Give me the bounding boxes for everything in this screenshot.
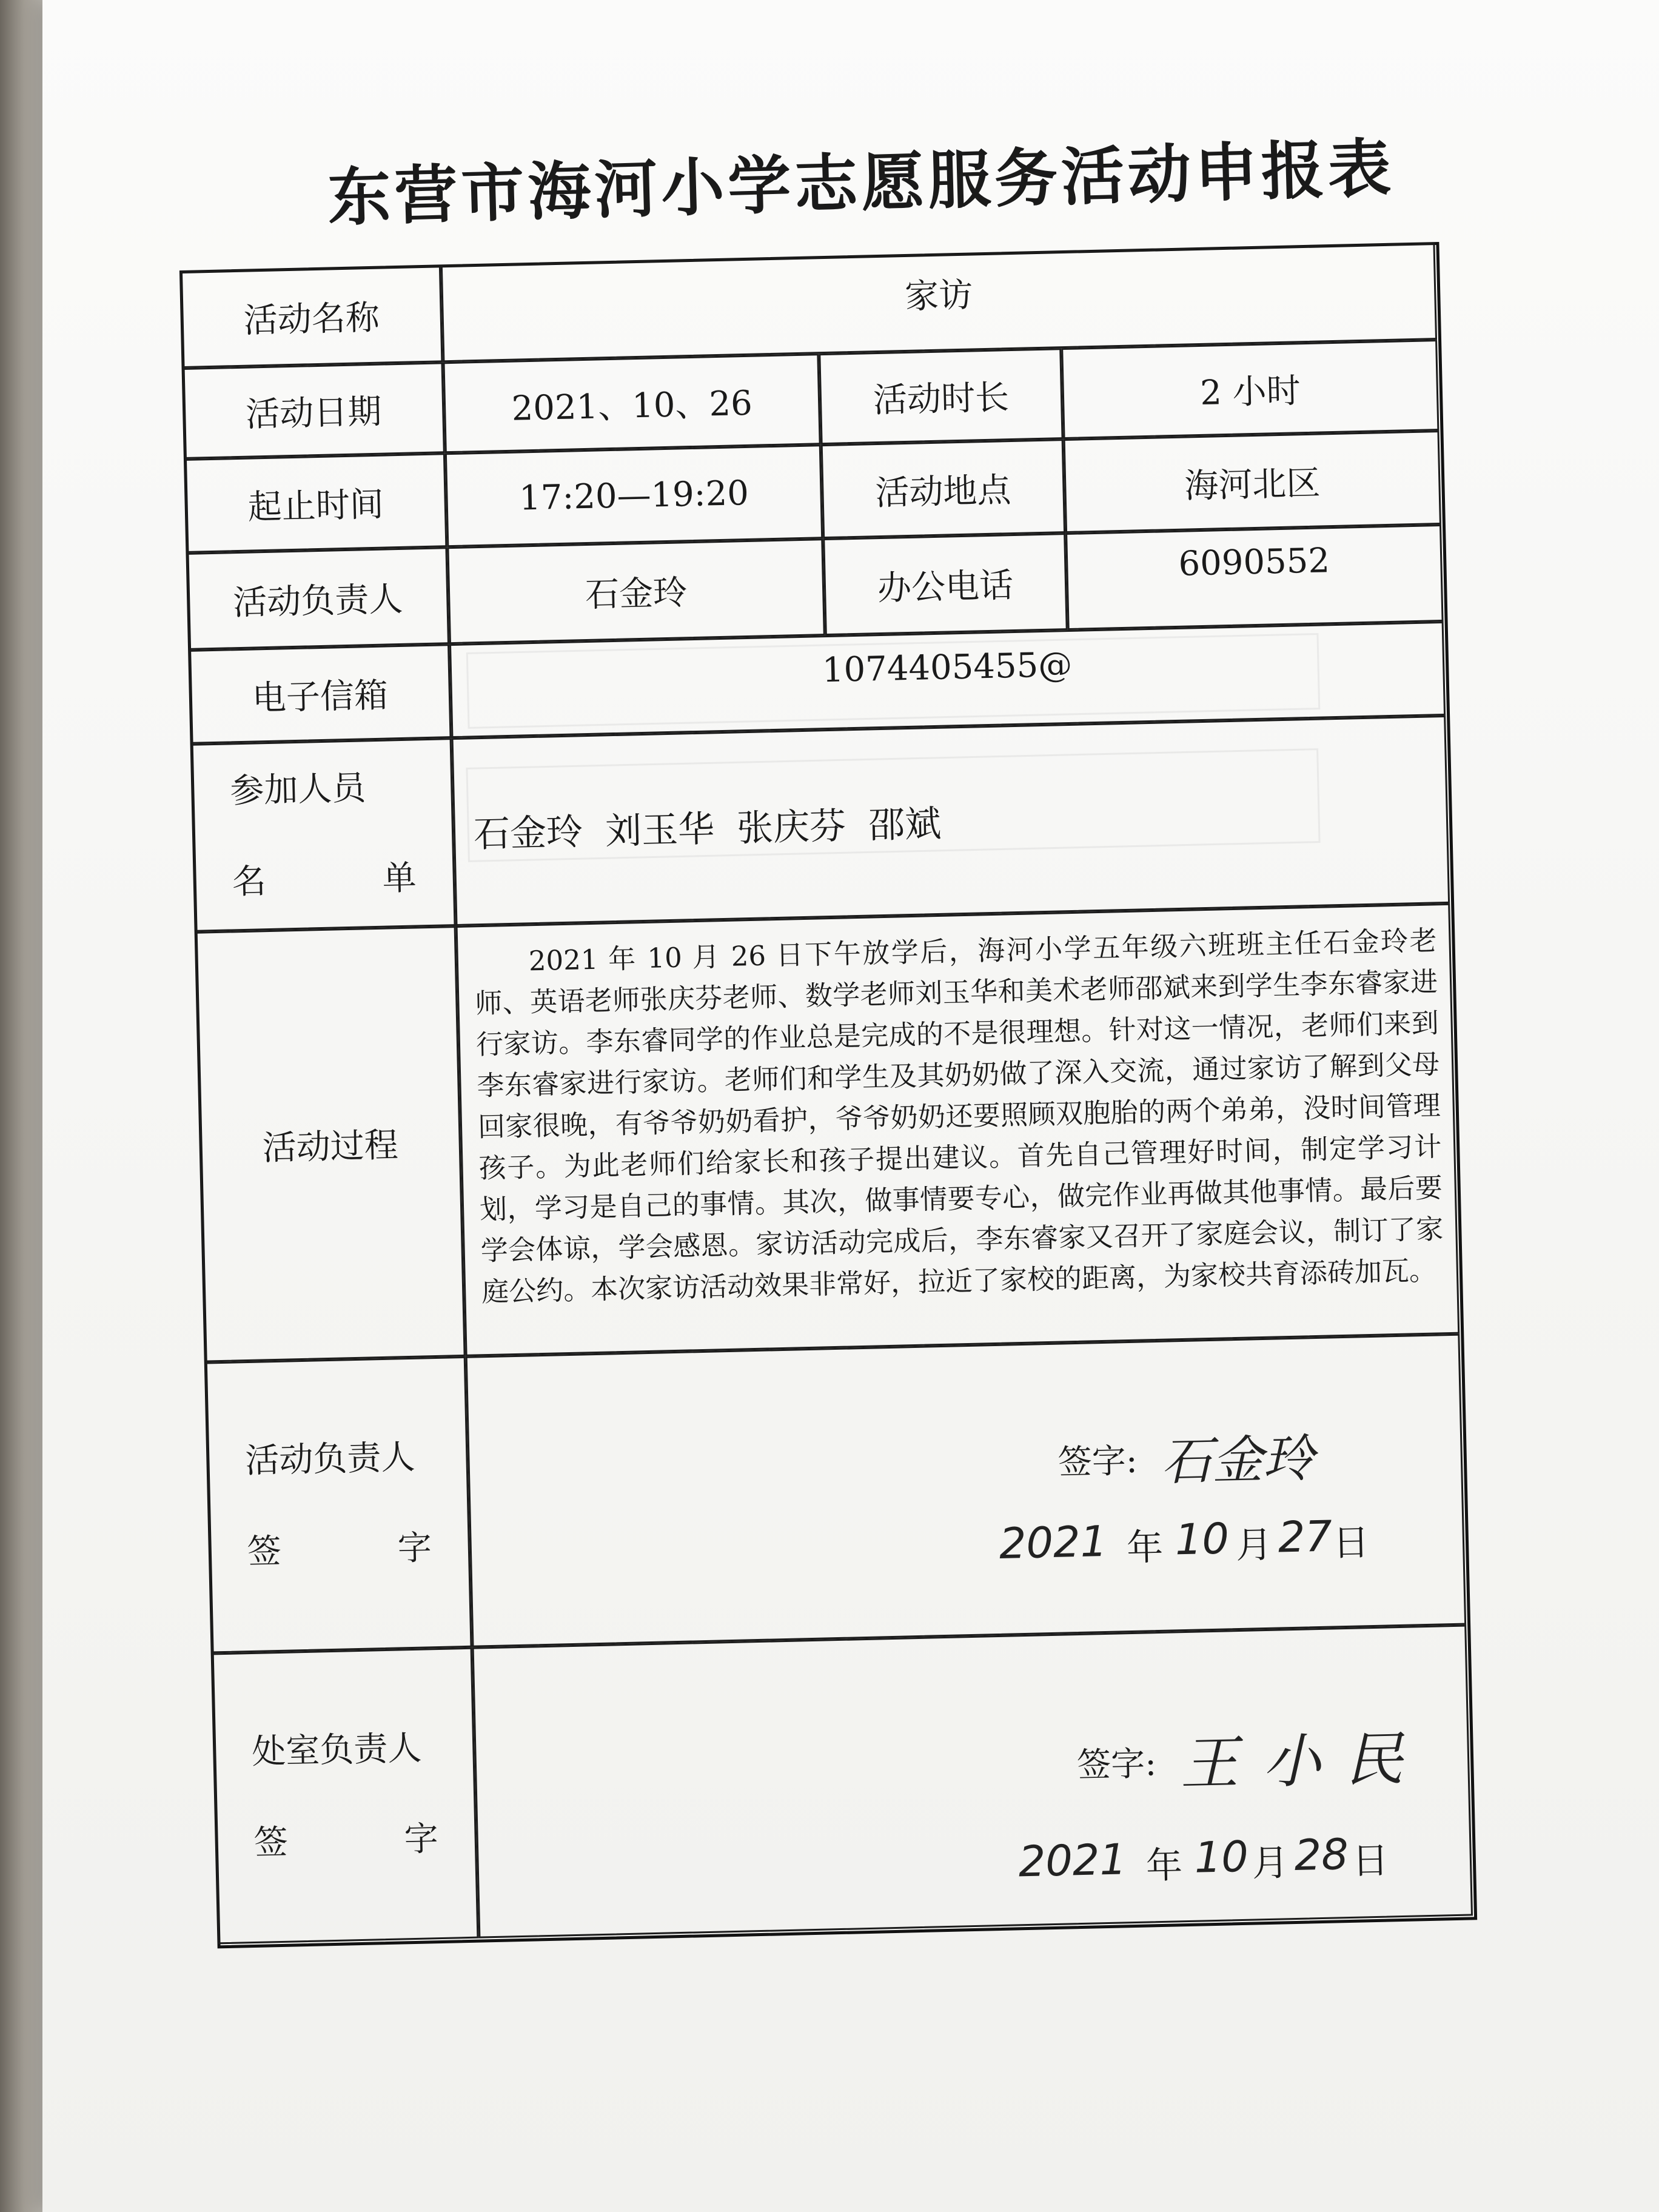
label-duration-text: 活动时长 bbox=[873, 378, 1010, 421]
label-office-phone-text: 办公电话 bbox=[877, 566, 1014, 609]
office-date-month: 10 bbox=[1193, 1831, 1249, 1883]
office-sign-prefix: 签字: bbox=[1076, 1744, 1157, 1786]
leader-month-char: 月 bbox=[1235, 1523, 1273, 1567]
label-leader-signature bbox=[205, 1356, 472, 1654]
value-activity-date bbox=[443, 354, 820, 453]
label-participants-char-a: 名 bbox=[232, 862, 267, 902]
leader-date-month: 10 bbox=[1174, 1513, 1230, 1565]
value-person-in-charge-text: 石金玲 bbox=[585, 573, 688, 615]
value-person-in-charge bbox=[447, 538, 825, 644]
office-year-char: 年 bbox=[1145, 1844, 1183, 1888]
leader-date-year: 2021 bbox=[998, 1516, 1108, 1569]
label-activity-date-text: 活动日期 bbox=[245, 392, 383, 435]
label-office-signature-char-a: 签 bbox=[253, 1822, 289, 1863]
value-participants-text: 石金玲 刘玉华 张庆芬 邵斌 bbox=[473, 802, 942, 856]
office-date-day: 28 bbox=[1293, 1829, 1349, 1881]
office-month-char: 月 bbox=[1252, 1842, 1289, 1885]
label-leader-signature-stack bbox=[207, 1358, 471, 1651]
label-person-in-charge-text: 活动负责人 bbox=[232, 579, 404, 623]
label-start-end-time bbox=[184, 453, 447, 553]
application-form-table bbox=[182, 244, 1475, 1946]
office-date-year: 2021 bbox=[1017, 1834, 1127, 1887]
label-location-text: 活动地点 bbox=[874, 470, 1012, 513]
label-participants-char-b: 单 bbox=[382, 858, 417, 899]
label-participants-stack bbox=[193, 740, 454, 930]
label-participants bbox=[191, 738, 456, 932]
label-office-signature bbox=[212, 1647, 479, 1945]
label-process-text: 活动过程 bbox=[262, 1125, 399, 1168]
label-office-signature-char-b: 字 bbox=[403, 1819, 439, 1860]
value-email-text: 1074405455@ bbox=[822, 645, 1073, 691]
leader-sign-prefix: 签字: bbox=[1057, 1441, 1138, 1483]
value-process-text: 2021 年 10 月 26 日下午放学后，海河小学五年级六班班主任石金玲老师、英语老师张庆芬老师、数学老师刘玉华和美术老师邵斌来到学生李东睿家进行家访。李东睿同学的作业总是完成的不是很理想。针对这一情况，老师们来到李东睿家进行家访。老师们和学生及其奶奶做了深入交流，通过家访了解到父母回家很晚，有爷爷奶奶看护，爷爷奶奶还要照顾双胞胎的两个弟弟，没时间管理孩子。为此老师们给家长和孩子提出建议。首先自己管理好时间，制定学习计划，学习是自己的事情。其次，做事情要专心，做完作业再做其他事情。最后要学会体谅，学会感恩。家访活动完成后，李东睿家又召开了家庭会议，制订了家庭公约。本次家访活动效果非常好，拉近了家校的距离，为家校共育添砖加瓦。 bbox=[474, 924, 1444, 1309]
value-start-end-time bbox=[445, 444, 823, 547]
leader-year-char: 年 bbox=[1126, 1526, 1164, 1570]
value-participants bbox=[452, 716, 1450, 926]
label-activity-name-text: 活动名称 bbox=[243, 298, 380, 341]
label-office-signature-stack bbox=[213, 1649, 477, 1942]
label-email-text: 电子信箱 bbox=[252, 675, 389, 719]
label-participants-line1: 参加人员 bbox=[229, 768, 367, 811]
value-activity-date-text: 2021、10、26 bbox=[511, 383, 753, 429]
label-duration bbox=[819, 348, 1063, 444]
value-duration-text: 2 小时 bbox=[1199, 371, 1301, 413]
leader-day-char: 日 bbox=[1332, 1521, 1370, 1565]
label-activity-date bbox=[183, 362, 445, 459]
office-day-char: 日 bbox=[1352, 1839, 1389, 1883]
leader-handwritten-signature: 石金玲 bbox=[1160, 1429, 1315, 1492]
value-office-phone-text: 6090552 bbox=[1178, 541, 1330, 584]
leader-signature-area bbox=[468, 1336, 1464, 1646]
label-process bbox=[195, 926, 466, 1362]
value-process bbox=[456, 903, 1460, 1356]
label-start-end-time-text: 起止时间 bbox=[247, 484, 384, 528]
label-office-signature-line2 bbox=[253, 1794, 439, 1889]
value-start-end-time-text: 17:20—19:20 bbox=[518, 473, 749, 518]
value-office-phone bbox=[1065, 525, 1443, 630]
office-handwritten-signature: 王小民 bbox=[1179, 1724, 1429, 1798]
value-location bbox=[1064, 431, 1441, 533]
label-leader-signature-line2 bbox=[246, 1503, 432, 1598]
label-activity-name bbox=[180, 265, 443, 368]
value-location-text: 海河北区 bbox=[1184, 463, 1321, 506]
value-leader-signature bbox=[466, 1334, 1466, 1647]
document-title: 东营市海河小学志愿服务活动申报表 bbox=[326, 130, 1396, 235]
value-office-signature bbox=[472, 1625, 1473, 1939]
label-leader-signature-char-a: 签 bbox=[247, 1531, 282, 1572]
office-signature-area bbox=[474, 1627, 1471, 1937]
label-office-phone bbox=[823, 533, 1068, 635]
label-person-in-charge bbox=[186, 547, 449, 650]
label-location bbox=[821, 439, 1065, 538]
value-activity-name-text: 家访 bbox=[904, 275, 973, 317]
label-leader-signature-char-b: 字 bbox=[397, 1528, 432, 1569]
value-duration bbox=[1061, 340, 1439, 439]
leader-date-day: 27 bbox=[1277, 1511, 1333, 1563]
label-email bbox=[189, 644, 451, 744]
label-participants-line2 bbox=[231, 833, 417, 928]
label-office-signature-line1: 处室负责人 bbox=[251, 1728, 423, 1772]
label-leader-signature-line1: 活动负责人 bbox=[244, 1437, 416, 1481]
